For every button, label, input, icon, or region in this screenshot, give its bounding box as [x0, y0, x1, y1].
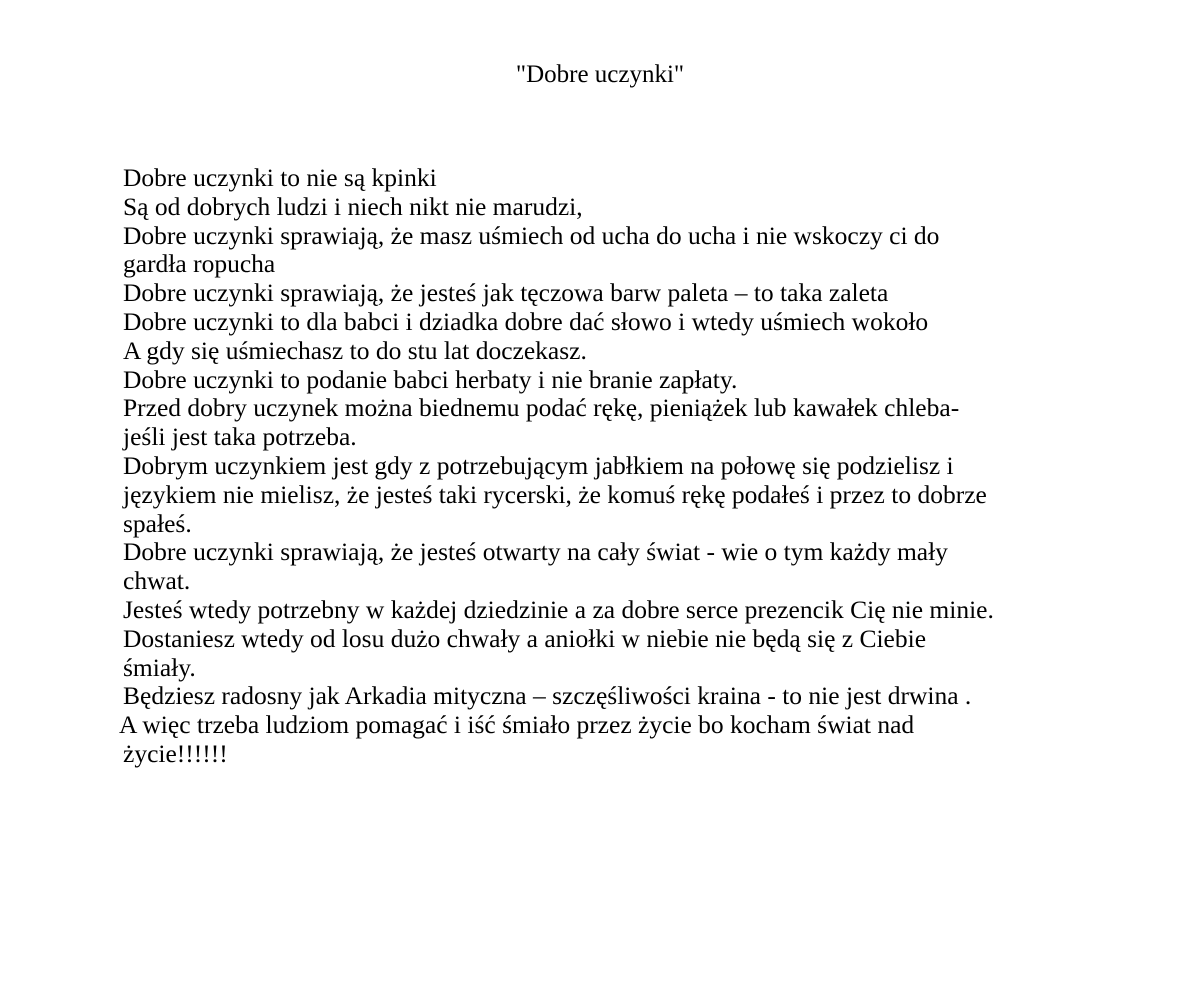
poem-line: śmiały.	[123, 652, 196, 682]
poem-line: A więc trzeba ludziom pomagać i iść śmiało przez życie bo kocham świat nad	[119, 710, 915, 740]
poem-line: jeśli jest taka potrzeba.	[123, 422, 357, 452]
poem-line: życie!!!!!!	[123, 738, 228, 768]
poem-line: Dobre uczynki to nie są kpinki	[123, 163, 437, 192]
poem-line: Przed dobry uczynek można biednemu podać rękę, pieniążek lub kawałek chleba-	[123, 393, 960, 423]
poem-body	[119, 163, 1173, 769]
poem-line: Jesteś wtedy potrzebny w każdej dziedzinie a za dobre serce prezencik Cię nie minie.	[123, 594, 994, 624]
poem-line: Dobre uczynki to dla babci i dziadka dobre dać słowo i wtedy uśmiech wokoło	[123, 306, 929, 336]
poem-line: Dobre uczynki sprawiają, że jesteś jak tęczowa barw paleta – to taka zaleta	[123, 278, 889, 308]
poem-line: spałeś.	[123, 508, 192, 538]
poem-line: Są od dobrych ludzi i niech nikt nie marudzi,	[123, 191, 583, 221]
poem-line: Dobrym uczynkiem jest gdy z potrzebującym jabłkiem na połowę się podzielisz i	[123, 450, 954, 480]
poem-line: A gdy się uśmiechasz to do stu lat doczekasz.	[123, 335, 587, 365]
poem-line: gardła ropucha	[123, 249, 276, 279]
poem-line: Dostaniesz wtedy od losu dużo chwały a aniołki w niebie nie będą się z Ciebie	[123, 623, 927, 653]
poem-line: chwat.	[123, 566, 191, 596]
poem-line: Dobre uczynki to podanie babci herbaty i nie branie zapłaty.	[123, 364, 738, 394]
poem-title: "Dobre uczynki"	[515, 61, 685, 88]
poem-line: Dobre uczynki sprawiają, że masz uśmiech od ucha do ucha i nie wskoczy ci do	[123, 220, 940, 250]
poem-line: Dobre uczynki sprawiają, że jesteś otwarty na cały świat - wie o tym każdy mały	[123, 537, 948, 567]
poem-line: Będziesz radosny jak Arkadia mityczna – szczęśliwości kraina - to nie jest drwina .	[123, 681, 972, 711]
poem-line: językiem nie mielisz, że jesteś taki rycerski, że komuś rękę podałeś i przez to dobrze	[123, 479, 987, 509]
